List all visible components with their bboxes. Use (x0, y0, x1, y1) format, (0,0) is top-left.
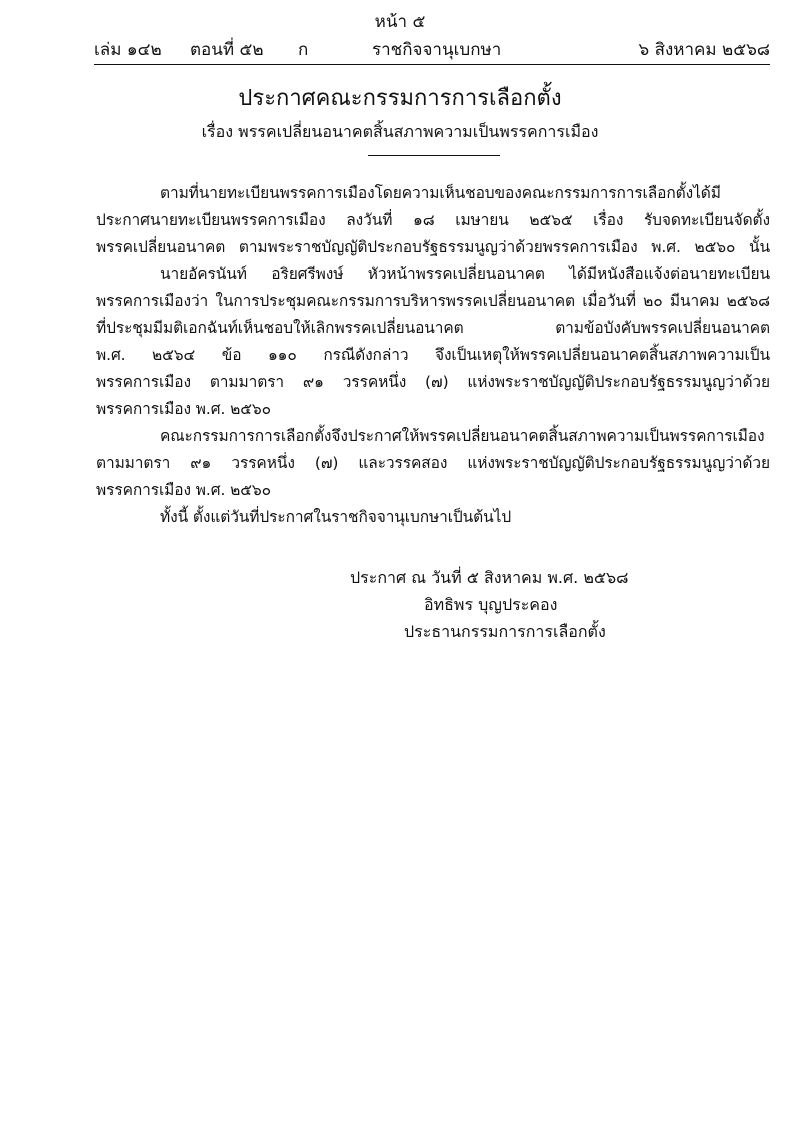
announcement-subject: เรื่อง พรรคเปลี่ยนอนาคตสิ้นสภาพความเป็นพรรคการเมือง (201, 122, 599, 141)
title-divider (368, 155, 500, 156)
header-rule (94, 64, 770, 65)
gazette-section: ตอนที่ ๕๒ (190, 40, 264, 60)
body-line: พรรคการเมือง ตามมาตรา ๙๑ วรรคหนึ่ง (๗) แห่งพระราชบัญญัติประกอบรัฐธรรมนูญว่าด้วย (96, 373, 770, 391)
announcement-title: ประกาศคณะกรรมการการเลือกตั้ง (238, 86, 562, 111)
signatory-position: ประธานกรรมการการเลือกตั้ง (404, 622, 606, 641)
body-line: ที่ประชุมมีมติเอกฉันท์เห็นชอบให้เลิกพรรคเปลี่ยนอนาคต ตามข้อบังคับพรรคเปลี่ยนอนาคต (96, 319, 770, 337)
signatory-name: อิทธิพร บุญประคอง (424, 595, 558, 614)
body-line: ตามมาตรา ๙๑ วรรคหนึ่ง (๗) และวรรคสอง แห่งพระราชบัญญัติประกอบรัฐธรรมนูญว่าด้วย (96, 454, 770, 472)
body-line: ทั้งนี้ ตั้งแต่วันที่ประกาศในราชกิจจานุเบกษาเป็นต้นไป (160, 508, 512, 526)
gazette-type: ก (298, 40, 309, 60)
gazette-name: ราชกิจจานุเบกษา (372, 40, 502, 60)
body-line: ประกาศนายทะเบียนพรรคการเมือง ลงวันที่ ๑๘ เมษายน ๒๕๖๕ เรื่อง รับจดทะเบียนจัดตั้ง (96, 211, 770, 229)
body-line: นายอัครนันท์ อริยศรีพงษ์ หัวหน้าพรรคเปลี่ยนอนาคต ได้มีหนังสือแจ้งต่อนายทะเบียน (160, 265, 770, 283)
gazette-volume: เล่ม ๑๔๒ (94, 40, 162, 60)
body-line: พ.ศ. ๒๕๖๔ ข้อ ๑๑๐ กรณีดังกล่าว จึงเป็นเหตุให้พรรคเปลี่ยนอนาคตสิ้นสภาพความเป็น (96, 346, 770, 364)
announcement-date: ประกาศ ณ วันที่ ๕ สิงหาคม พ.ศ. ๒๕๖๘ (350, 568, 629, 587)
body-line: พรรคเปลี่ยนอนาคต ตามพระราชบัญญัติประกอบรัฐธรรมนูญว่าด้วยพรรคการเมือง พ.ศ. ๒๕๖๐ นั้น (96, 238, 770, 256)
body-line: พรรคการเมืองว่า ในการประชุมคณะกรรมการบริหารพรรคเปลี่ยนอนาคต เมื่อวันที่ ๒๐ มีนาคม ๒๕๖๘ (96, 292, 770, 310)
body-line: พรรคการเมือง พ.ศ. ๒๕๖๐ (96, 400, 271, 418)
body-line: ตามที่นายทะเบียนพรรคการเมืองโดยความเห็นชอบของคณะกรรมการการเลือกตั้งได้มี (160, 184, 721, 202)
page-number: หน้า ๕ (374, 12, 426, 32)
gazette-date: ๖ สิงหาคม ๒๕๖๘ (638, 40, 770, 60)
body-line: พรรคการเมือง พ.ศ. ๒๕๖๐ (96, 481, 271, 499)
body-line: คณะกรรมการการเลือกตั้งจึงประกาศให้พรรคเปลี่ยนอนาคตสิ้นสภาพความเป็นพรรคการเมือง (160, 427, 765, 445)
